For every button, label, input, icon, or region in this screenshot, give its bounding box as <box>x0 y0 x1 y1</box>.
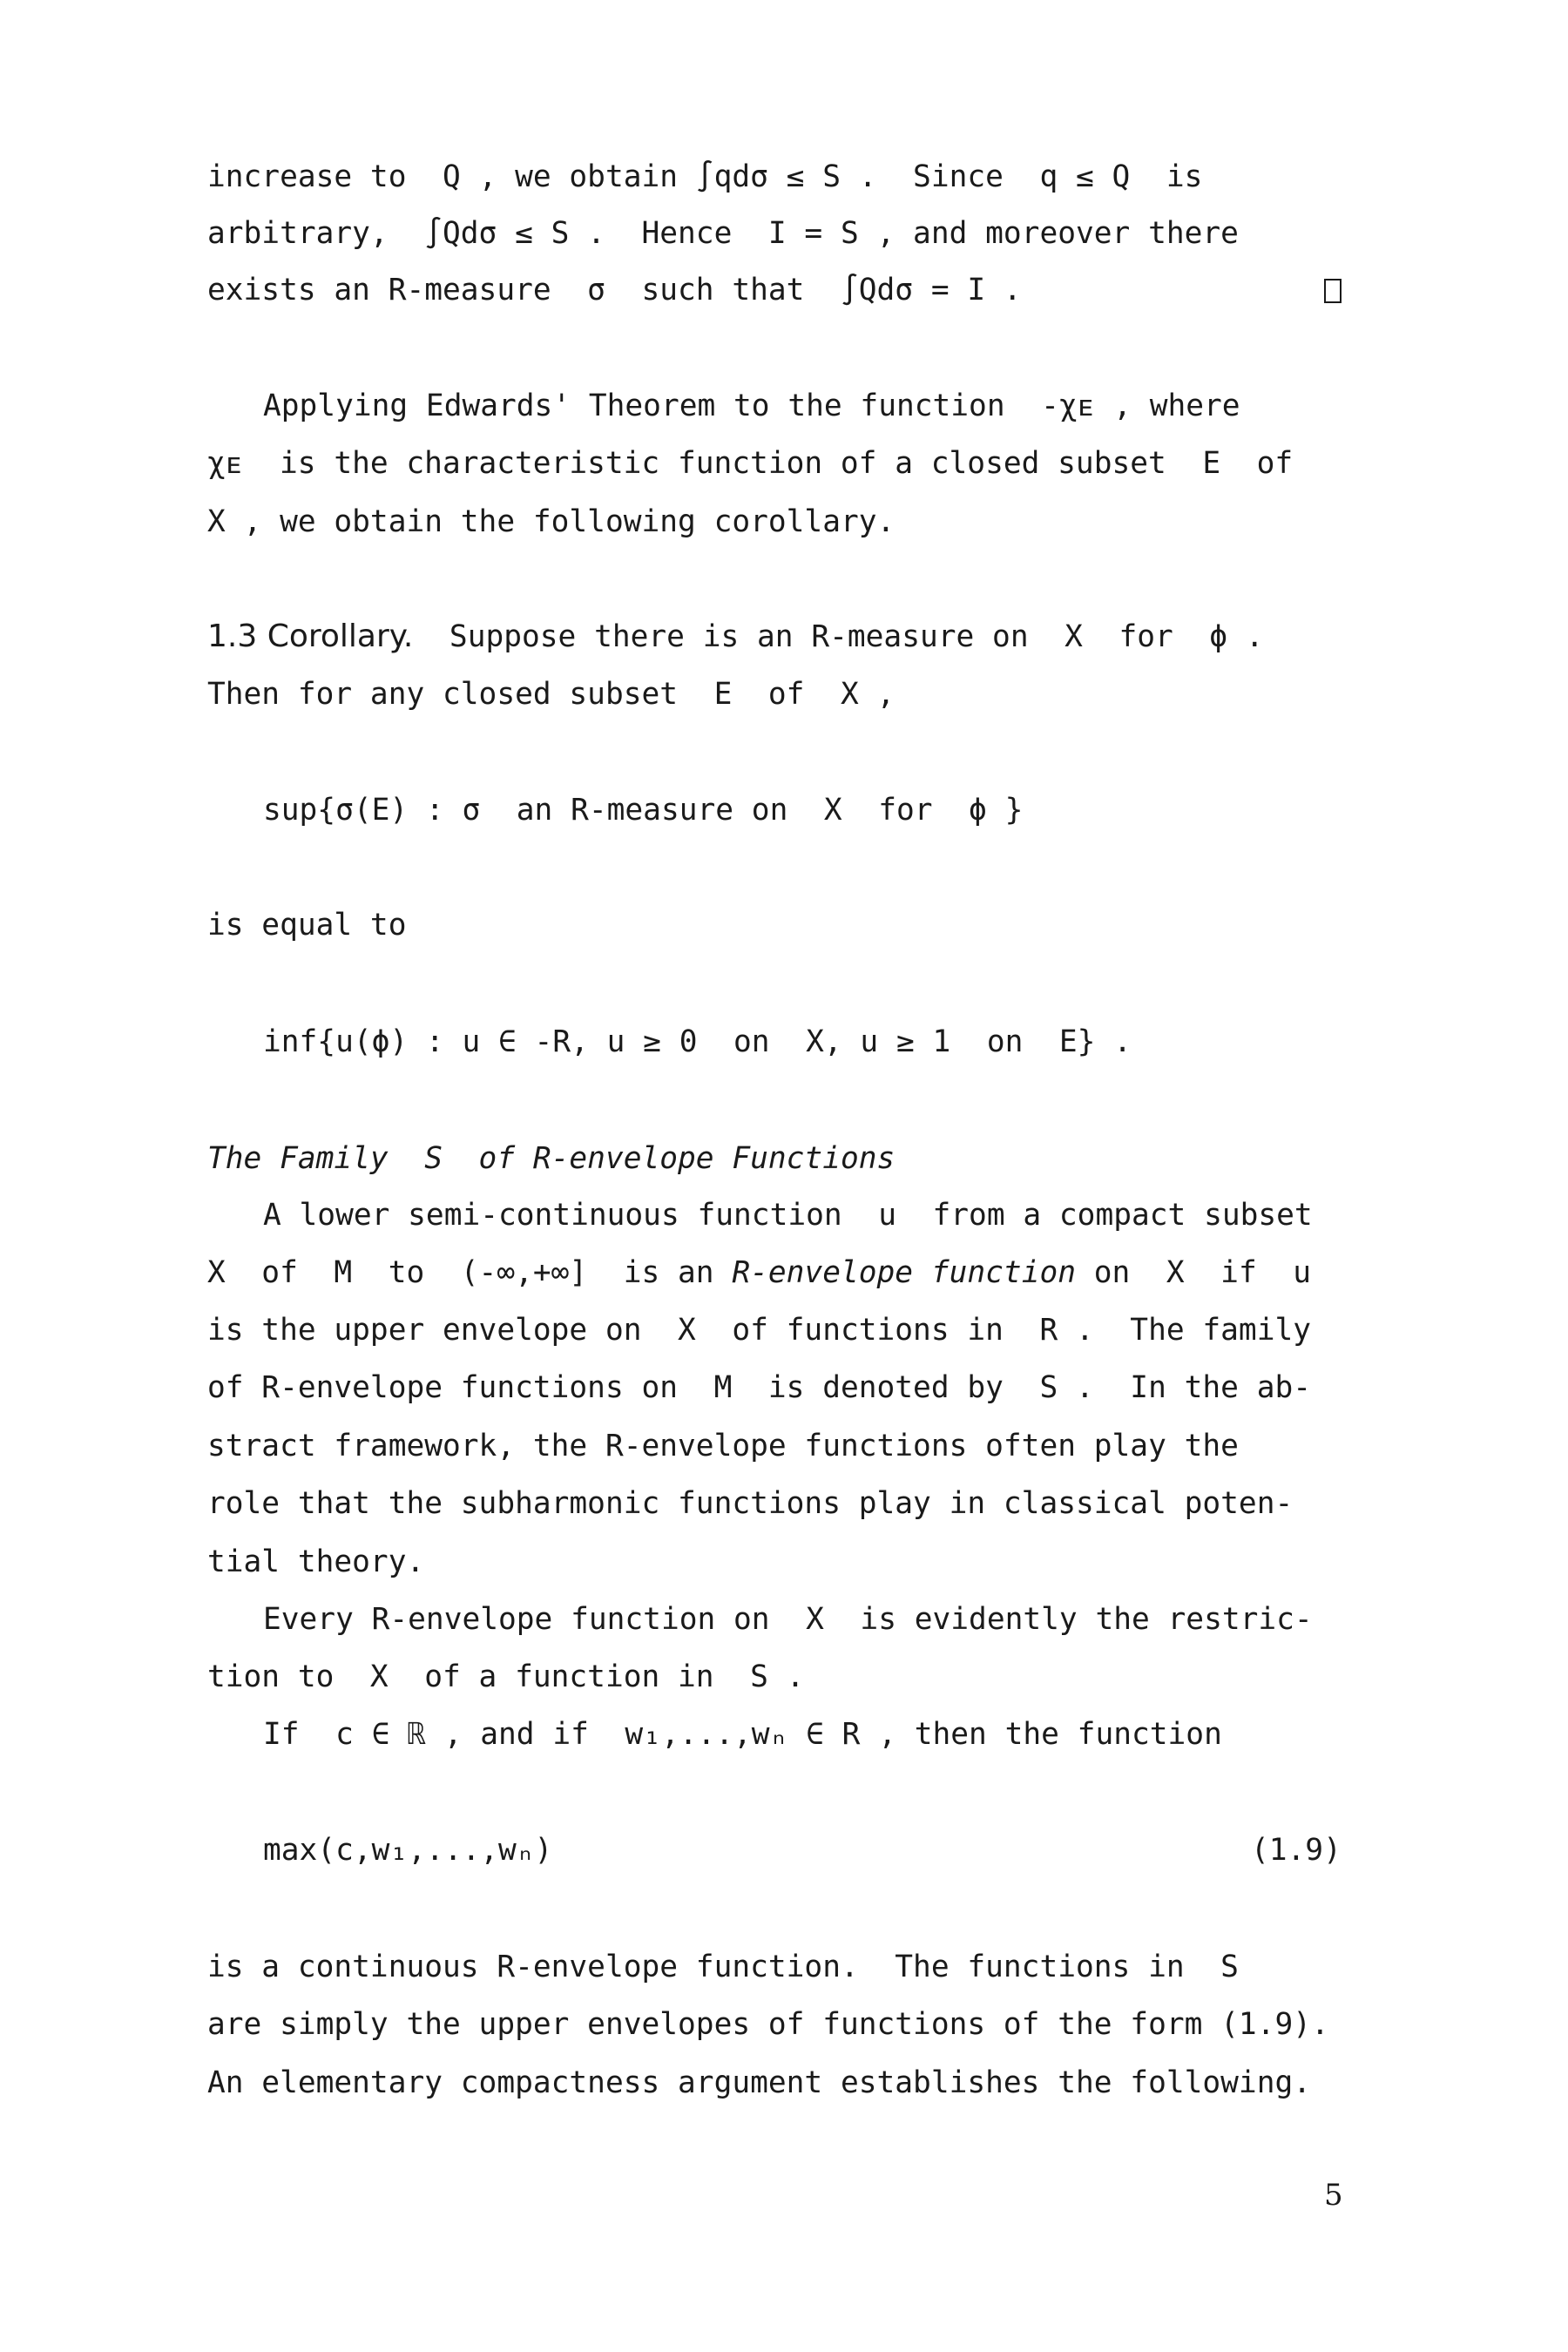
corollary-statement-line-2: Then for any closed subset E of X , <box>207 677 896 712</box>
formula-inf: inf{u(ϕ) : u ∈ -R, u ≥ 0 on X, u ≥ 1 on E} . <box>263 1024 1132 1059</box>
para1-line-5: stract framework, the R-envelope functions often play the <box>207 1429 1239 1463</box>
para1-line-2-b: on X if u <box>1076 1255 1312 1290</box>
para4-line-3: An elementary compactness argument establishes the following. <box>207 2065 1312 2100</box>
page-number: 5 <box>1324 2178 1343 2213</box>
para4-line-2: are simply the upper envelopes of functions of the form (1.9). <box>207 2007 1329 2042</box>
para2-line-1: Every R-envelope function on X is evidently the restric- <box>263 1602 1313 1637</box>
proof-line-2: arbitrary, ∫Qdσ ≤ S . Hence I = S , and moreover there <box>207 216 1239 251</box>
para3-line-1: If c ∈ ℝ , and if w₁,...,wₙ ∈ R , then the function <box>263 1717 1222 1752</box>
proof-line-3: exists an R-measure σ such that ∫Qdσ = I . <box>207 273 1022 308</box>
formula-sup: sup{σ(E) : σ an R-measure on X for ϕ } <box>263 793 1024 828</box>
para1-line-4: of R-envelope functions on M is denoted by S . In the ab- <box>207 1370 1312 1405</box>
is-equal-to: is equal to <box>207 908 407 943</box>
proof-line-1: increase to Q , we obtain ∫qdσ ≤ S . Since q ≤ Q is <box>207 159 1203 194</box>
para1-line-7: tial theory. <box>207 1544 425 1579</box>
intro-line-1: Applying Edwards' Theorem to the function -χᴇ , where <box>263 389 1240 423</box>
corollary-statement-line-1 <box>207 619 1375 654</box>
para1-line-3: is the upper envelope on X of functions in R . The family <box>207 1313 1312 1348</box>
corollary-label: 1.3 Corollary. <box>207 618 414 654</box>
formula-max: max(c,w₁,...,wₙ) <box>263 1833 553 1868</box>
definition-term: R-envelope function <box>732 1255 1077 1290</box>
section-heading: The Family S of R-envelope Functions <box>207 1141 896 1176</box>
intro-line-3: X , we obtain the following corollary. <box>207 504 896 539</box>
para1-line-2 <box>207 1255 1375 1290</box>
para2-line-2: tion to X of a function in S . <box>207 1659 805 1694</box>
intro-line-2: χᴇ is the characteristic function of a closed subset E of <box>207 446 1294 481</box>
para1-line-1: A lower semi-continuous function u from a compact subset <box>263 1198 1313 1233</box>
corollary-text-1: Suppose there is an R-measure on X for ϕ . <box>449 619 1264 654</box>
qed-box-icon <box>1324 279 1342 303</box>
equation-number: (1.9) <box>1251 1833 1342 1868</box>
para1-line-6: role that the subharmonic functions play in classical poten- <box>207 1486 1294 1521</box>
para4-line-1: is a continuous R-envelope function. The functions in S <box>207 1950 1239 1984</box>
para1-line-2-a: X of M to (-∞,+∞] is an <box>207 1255 733 1290</box>
